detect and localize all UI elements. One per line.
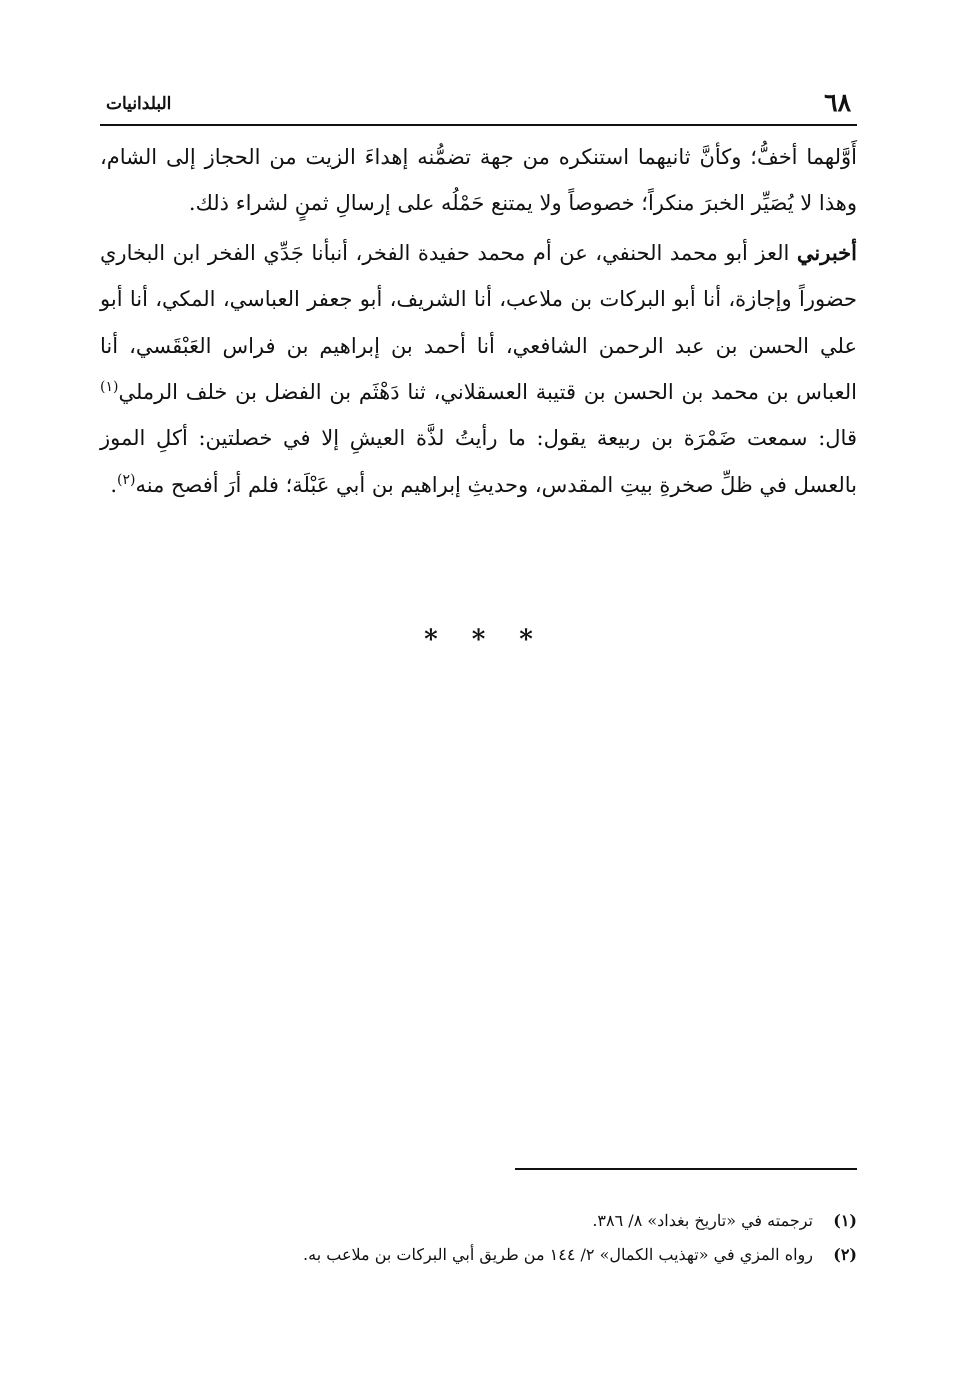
asterisk-icon: * xyxy=(471,625,486,655)
footnote-2 xyxy=(100,1238,857,1272)
main-text xyxy=(100,134,857,508)
page-header xyxy=(100,86,857,122)
footnote-rule xyxy=(515,1168,857,1170)
footnote-ref-2: (٢) xyxy=(117,471,136,488)
paragraph-2-lead: أخبرني xyxy=(796,239,857,265)
footnote-2-number: (٢) xyxy=(833,1245,857,1264)
section-separator xyxy=(100,620,857,660)
paragraph-2-text-part3: . xyxy=(110,472,117,497)
paragraph-2-text-part1: العز أبو محمد الحنفي، عن أم محمد حفيدة الفخر، أنبأنا جَدِّي الفخر ابن البخاري حضوراً وإجازة، أنا أبو البركات بن ملاعب، أنا الشريف، أبو جعفر العباسي، المكي، أنا أبو علي الحسن بن عبد الرحمن الشافعي، أنا أحمد بن إبراهيم بن فراس العَبْقَسي، أنا العباس بن محمد بن الحسن بن قتيبة العسقلاني، ثنا دَهْثَم بن الفضل بن خلف الرملي xyxy=(100,240,857,405)
running-title: البلدانيات xyxy=(106,94,172,114)
page-number: ٦٨ xyxy=(824,88,851,117)
footnote-ref-1: (١) xyxy=(100,379,119,396)
paragraph-2 xyxy=(100,230,857,508)
asterisk-icon: * xyxy=(424,625,438,655)
paragraph-1-text: أَوَّلهما أخفُّ؛ وكأنَّ ثانيهما استنكره من جهة تضمُّنه إهداءَ الزيت من الحجاز إلى الشام، وهذا لا يُصَيِّر الخبرَ منكراً؛ خصوصاً ولا يمتنع حَمْلُه على إرسالِ ثمنٍ لشراء ذلك. xyxy=(100,145,857,216)
footnote-1-number: (١) xyxy=(833,1211,857,1230)
header-rule xyxy=(100,124,857,126)
asterisk-icon: * xyxy=(519,625,533,655)
paragraph-2-text-part2: قال: سمعت ضَمْرَة بن ربيعة يقول: ما رأيتُ لذَّة العيشِ إلا في خصلتين: أكلِ الموز بالعسل في ظلِّ صخرةِ بيتِ المقدس، وحديثِ إبراهيم بن أبي عَبْلَة؛ فلم أرَ أفصح منه xyxy=(100,426,857,497)
footnotes xyxy=(100,1204,857,1272)
footnote-2-text: رواه المزي في «تهذيب الكمال» ٢/ ١٤٤ من طريق أبي البركات بن ملاعب به. xyxy=(303,1245,813,1264)
paragraph-1 xyxy=(100,134,857,227)
footnote-1-text: ترجمته في «تاريخ بغداد» ٨/ ٣٨٦. xyxy=(592,1211,813,1230)
footnote-1 xyxy=(100,1204,857,1238)
